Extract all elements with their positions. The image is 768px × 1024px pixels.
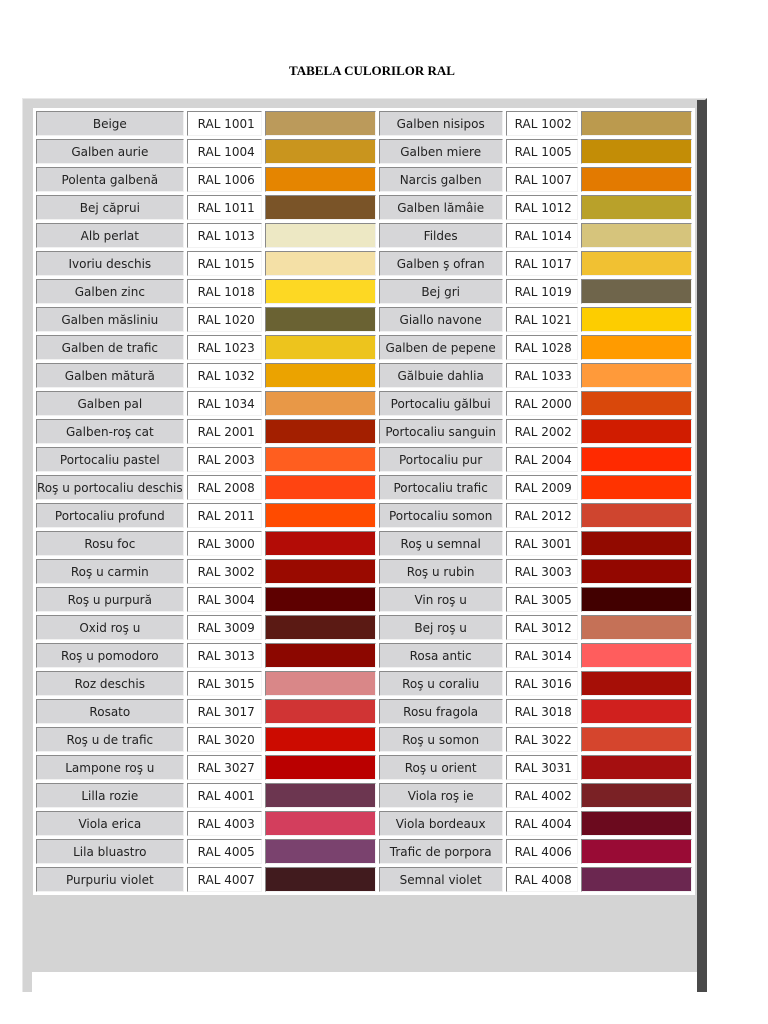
- color-name-right: Semnal violet: [379, 867, 503, 892]
- color-name-right: Gălbuie dahlia: [379, 363, 503, 388]
- color-name-left: Galben zinc: [36, 279, 184, 304]
- color-swatch-right: [581, 447, 692, 472]
- color-swatch-left: [265, 111, 376, 136]
- color-swatch-right: [581, 279, 692, 304]
- ral-code-left: RAL 1004: [187, 139, 262, 164]
- color-name-left: Lampone roş u: [36, 755, 184, 780]
- color-swatch-right: [581, 223, 692, 248]
- color-name-left: Galben aurie: [36, 139, 184, 164]
- color-swatch-left: [265, 587, 376, 612]
- color-swatch-left: [265, 335, 376, 360]
- color-row: [36, 839, 692, 864]
- ral-code-left: RAL 3002: [187, 559, 262, 584]
- ral-code-left: RAL 3027: [187, 755, 262, 780]
- ral-code-left: RAL 4005: [187, 839, 262, 864]
- ral-code-right: RAL 2009: [506, 475, 578, 500]
- ral-code-right: RAL 2004: [506, 447, 578, 472]
- ral-code-left: RAL 1013: [187, 223, 262, 248]
- ral-code-right: RAL 3012: [506, 615, 578, 640]
- ral-code-left: RAL 4007: [187, 867, 262, 892]
- color-swatch-right: [581, 503, 692, 528]
- color-row: [36, 307, 692, 332]
- color-swatch-left: [265, 783, 376, 808]
- color-swatch-right: [581, 419, 692, 444]
- ral-code-left: RAL 1011: [187, 195, 262, 220]
- color-name-left: Roş u carmin: [36, 559, 184, 584]
- color-swatch-right: [581, 335, 692, 360]
- color-swatch-left: [265, 699, 376, 724]
- color-swatch-right: [581, 587, 692, 612]
- ral-code-left: RAL 3004: [187, 587, 262, 612]
- ral-code-right: RAL 3014: [506, 643, 578, 668]
- color-name-left: Lilla rozie: [36, 783, 184, 808]
- ral-code-right: RAL 1019: [506, 279, 578, 304]
- color-row: [36, 447, 692, 472]
- ral-code-left: RAL 1018: [187, 279, 262, 304]
- color-name-right: Viola roş ie: [379, 783, 503, 808]
- color-name-left: Bej căprui: [36, 195, 184, 220]
- color-swatch-right: [581, 783, 692, 808]
- color-swatch-left: [265, 727, 376, 752]
- color-swatch-right: [581, 167, 692, 192]
- color-swatch-right: [581, 363, 692, 388]
- ral-code-right: RAL 2000: [506, 391, 578, 416]
- color-name-left: Oxid roş u: [36, 615, 184, 640]
- ral-code-left: RAL 2001: [187, 419, 262, 444]
- color-row: [36, 727, 692, 752]
- ral-code-right: RAL 1021: [506, 307, 578, 332]
- color-name-right: Roş u somon: [379, 727, 503, 752]
- ral-color-table: [33, 108, 695, 895]
- color-name-left: Polenta galbenă: [36, 167, 184, 192]
- color-swatch-left: [265, 139, 376, 164]
- ral-code-right: RAL 3016: [506, 671, 578, 696]
- color-name-left: Roş u portocaliu deschis: [36, 475, 184, 500]
- ral-code-right: RAL 2002: [506, 419, 578, 444]
- ral-code-right: RAL 1002: [506, 111, 578, 136]
- color-swatch-right: [581, 251, 692, 276]
- color-row: [36, 139, 692, 164]
- page-title: TABELA CULORILOR RAL: [289, 63, 455, 78]
- color-name-right: Vin roş u: [379, 587, 503, 612]
- color-swatch-right: [581, 559, 692, 584]
- ral-code-left: RAL 3020: [187, 727, 262, 752]
- color-name-right: Galben de pepene: [379, 335, 503, 360]
- color-row: [36, 475, 692, 500]
- color-row: [36, 391, 692, 416]
- ral-code-left: RAL 3015: [187, 671, 262, 696]
- color-swatch-right: [581, 867, 692, 892]
- color-name-right: Portocaliu sanguin: [379, 419, 503, 444]
- ral-code-right: RAL 3003: [506, 559, 578, 584]
- color-swatch-left: [265, 223, 376, 248]
- ral-code-right: RAL 1005: [506, 139, 578, 164]
- ral-code-left: RAL 1015: [187, 251, 262, 276]
- color-swatch-left: [265, 475, 376, 500]
- ral-code-right: RAL 1012: [506, 195, 578, 220]
- ral-code-left: RAL 1023: [187, 335, 262, 360]
- color-swatch-right: [581, 839, 692, 864]
- table-frame-shadow-corner: [697, 98, 707, 108]
- ral-code-right: RAL 1014: [506, 223, 578, 248]
- color-name-right: Rosa antic: [379, 643, 503, 668]
- color-name-left: Alb perlat: [36, 223, 184, 248]
- color-swatch-right: [581, 111, 692, 136]
- ral-code-left: RAL 2003: [187, 447, 262, 472]
- ral-code-left: RAL 1032: [187, 363, 262, 388]
- color-row: [36, 195, 692, 220]
- color-swatch-left: [265, 615, 376, 640]
- ral-code-left: RAL 3013: [187, 643, 262, 668]
- color-row: [36, 867, 692, 892]
- color-row: [36, 111, 692, 136]
- color-swatch-left: [265, 755, 376, 780]
- ral-code-left: RAL 1020: [187, 307, 262, 332]
- ral-code-right: RAL 1028: [506, 335, 578, 360]
- color-row: [36, 167, 692, 192]
- ral-code-right: RAL 1007: [506, 167, 578, 192]
- ral-code-right: RAL 1033: [506, 363, 578, 388]
- color-swatch-right: [581, 755, 692, 780]
- color-swatch-right: [581, 671, 692, 696]
- color-name-right: Galben lămâie: [379, 195, 503, 220]
- color-swatch-right: [581, 727, 692, 752]
- color-name-right: Fildes: [379, 223, 503, 248]
- color-swatch-right: [581, 811, 692, 836]
- color-name-left: Roş u purpură: [36, 587, 184, 612]
- color-swatch-right: [581, 475, 692, 500]
- color-name-right: Roş u rubin: [379, 559, 503, 584]
- color-table-body: [36, 111, 692, 892]
- color-name-right: Roş u semnal: [379, 531, 503, 556]
- color-swatch-right: [581, 195, 692, 220]
- color-row: [36, 363, 692, 388]
- color-name-left: Portocaliu pastel: [36, 447, 184, 472]
- color-row: [36, 811, 692, 836]
- color-name-right: Rosu fragola: [379, 699, 503, 724]
- ral-code-right: RAL 4002: [506, 783, 578, 808]
- color-row: [36, 699, 692, 724]
- color-name-left: Galben-roş cat: [36, 419, 184, 444]
- ral-code-left: RAL 4001: [187, 783, 262, 808]
- ral-code-right: RAL 1017: [506, 251, 578, 276]
- color-name-right: Giallo navone: [379, 307, 503, 332]
- color-row: [36, 335, 692, 360]
- color-swatch-left: [265, 195, 376, 220]
- ral-code-left: RAL 3000: [187, 531, 262, 556]
- color-name-left: Lila bluastro: [36, 839, 184, 864]
- color-row: [36, 251, 692, 276]
- color-name-right: Bej roş u: [379, 615, 503, 640]
- color-swatch-left: [265, 811, 376, 836]
- color-row: [36, 755, 692, 780]
- color-swatch-right: [581, 643, 692, 668]
- ral-code-left: RAL 3017: [187, 699, 262, 724]
- color-swatch-left: [265, 503, 376, 528]
- color-name-left: Galben mătură: [36, 363, 184, 388]
- color-name-left: Beige: [36, 111, 184, 136]
- color-swatch-left: [265, 391, 376, 416]
- color-name-right: Portocaliu pur: [379, 447, 503, 472]
- color-name-left: Galben de trafic: [36, 335, 184, 360]
- color-swatch-left: [265, 447, 376, 472]
- color-row: [36, 587, 692, 612]
- table-frame-shadow: [697, 100, 707, 992]
- color-name-right: Narcis galben: [379, 167, 503, 192]
- color-swatch-right: [581, 391, 692, 416]
- color-name-right: Portocaliu gălbui: [379, 391, 503, 416]
- color-name-left: Galben pal: [36, 391, 184, 416]
- ral-code-right: RAL 3001: [506, 531, 578, 556]
- color-swatch-left: [265, 643, 376, 668]
- color-name-right: Portocaliu trafic: [379, 475, 503, 500]
- ral-code-left: RAL 4003: [187, 811, 262, 836]
- color-swatch-left: [265, 867, 376, 892]
- color-name-right: Viola bordeaux: [379, 811, 503, 836]
- color-row: [36, 531, 692, 556]
- color-name-left: Rosu foc: [36, 531, 184, 556]
- color-name-left: Roz deschis: [36, 671, 184, 696]
- ral-code-right: RAL 3005: [506, 587, 578, 612]
- ral-code-right: RAL 3022: [506, 727, 578, 752]
- table-frame-bottom-gap: [32, 972, 697, 992]
- color-name-right: Galben miere: [379, 139, 503, 164]
- color-swatch-right: [581, 615, 692, 640]
- color-row: [36, 559, 692, 584]
- color-row: [36, 503, 692, 528]
- ral-code-left: RAL 3009: [187, 615, 262, 640]
- color-swatch-left: [265, 671, 376, 696]
- color-swatch-left: [265, 307, 376, 332]
- ral-code-left: RAL 1001: [187, 111, 262, 136]
- color-row: [36, 643, 692, 668]
- color-name-left: Roş u de trafic: [36, 727, 184, 752]
- color-swatch-left: [265, 531, 376, 556]
- color-name-left: Rosato: [36, 699, 184, 724]
- color-swatch-left: [265, 279, 376, 304]
- color-name-left: Galben măsliniu: [36, 307, 184, 332]
- ral-code-right: RAL 4006: [506, 839, 578, 864]
- color-name-left: Portocaliu profund: [36, 503, 184, 528]
- color-swatch-left: [265, 839, 376, 864]
- color-name-right: Trafic de porpora: [379, 839, 503, 864]
- color-swatch-left: [265, 251, 376, 276]
- color-swatch-right: [581, 139, 692, 164]
- ral-code-right: RAL 3031: [506, 755, 578, 780]
- color-row: [36, 223, 692, 248]
- color-name-right: Galben nisipos: [379, 111, 503, 136]
- ral-code-right: RAL 4004: [506, 811, 578, 836]
- ral-code-left: RAL 2011: [187, 503, 262, 528]
- color-swatch-left: [265, 363, 376, 388]
- color-name-right: Roş u orient: [379, 755, 503, 780]
- color-name-left: Ivoriu deschis: [36, 251, 184, 276]
- color-row: [36, 615, 692, 640]
- ral-code-right: RAL 4008: [506, 867, 578, 892]
- color-swatch-right: [581, 307, 692, 332]
- color-name-left: Purpuriu violet: [36, 867, 184, 892]
- ral-code-right: RAL 2012: [506, 503, 578, 528]
- color-name-right: Galben ş ofran: [379, 251, 503, 276]
- color-swatch-left: [265, 419, 376, 444]
- color-name-left: Roş u pomodoro: [36, 643, 184, 668]
- color-row: [36, 419, 692, 444]
- color-row: [36, 279, 692, 304]
- color-swatch-right: [581, 699, 692, 724]
- ral-code-left: RAL 2008: [187, 475, 262, 500]
- color-name-right: Roş u coraliu: [379, 671, 503, 696]
- ral-code-left: RAL 1034: [187, 391, 262, 416]
- color-row: [36, 671, 692, 696]
- color-name-right: Bej gri: [379, 279, 503, 304]
- color-name-right: Portocaliu somon: [379, 503, 503, 528]
- color-swatch-right: [581, 531, 692, 556]
- color-row: [36, 783, 692, 808]
- ral-code-left: RAL 1006: [187, 167, 262, 192]
- color-name-left: Viola erica: [36, 811, 184, 836]
- ral-code-right: RAL 3018: [506, 699, 578, 724]
- color-swatch-left: [265, 559, 376, 584]
- color-swatch-left: [265, 167, 376, 192]
